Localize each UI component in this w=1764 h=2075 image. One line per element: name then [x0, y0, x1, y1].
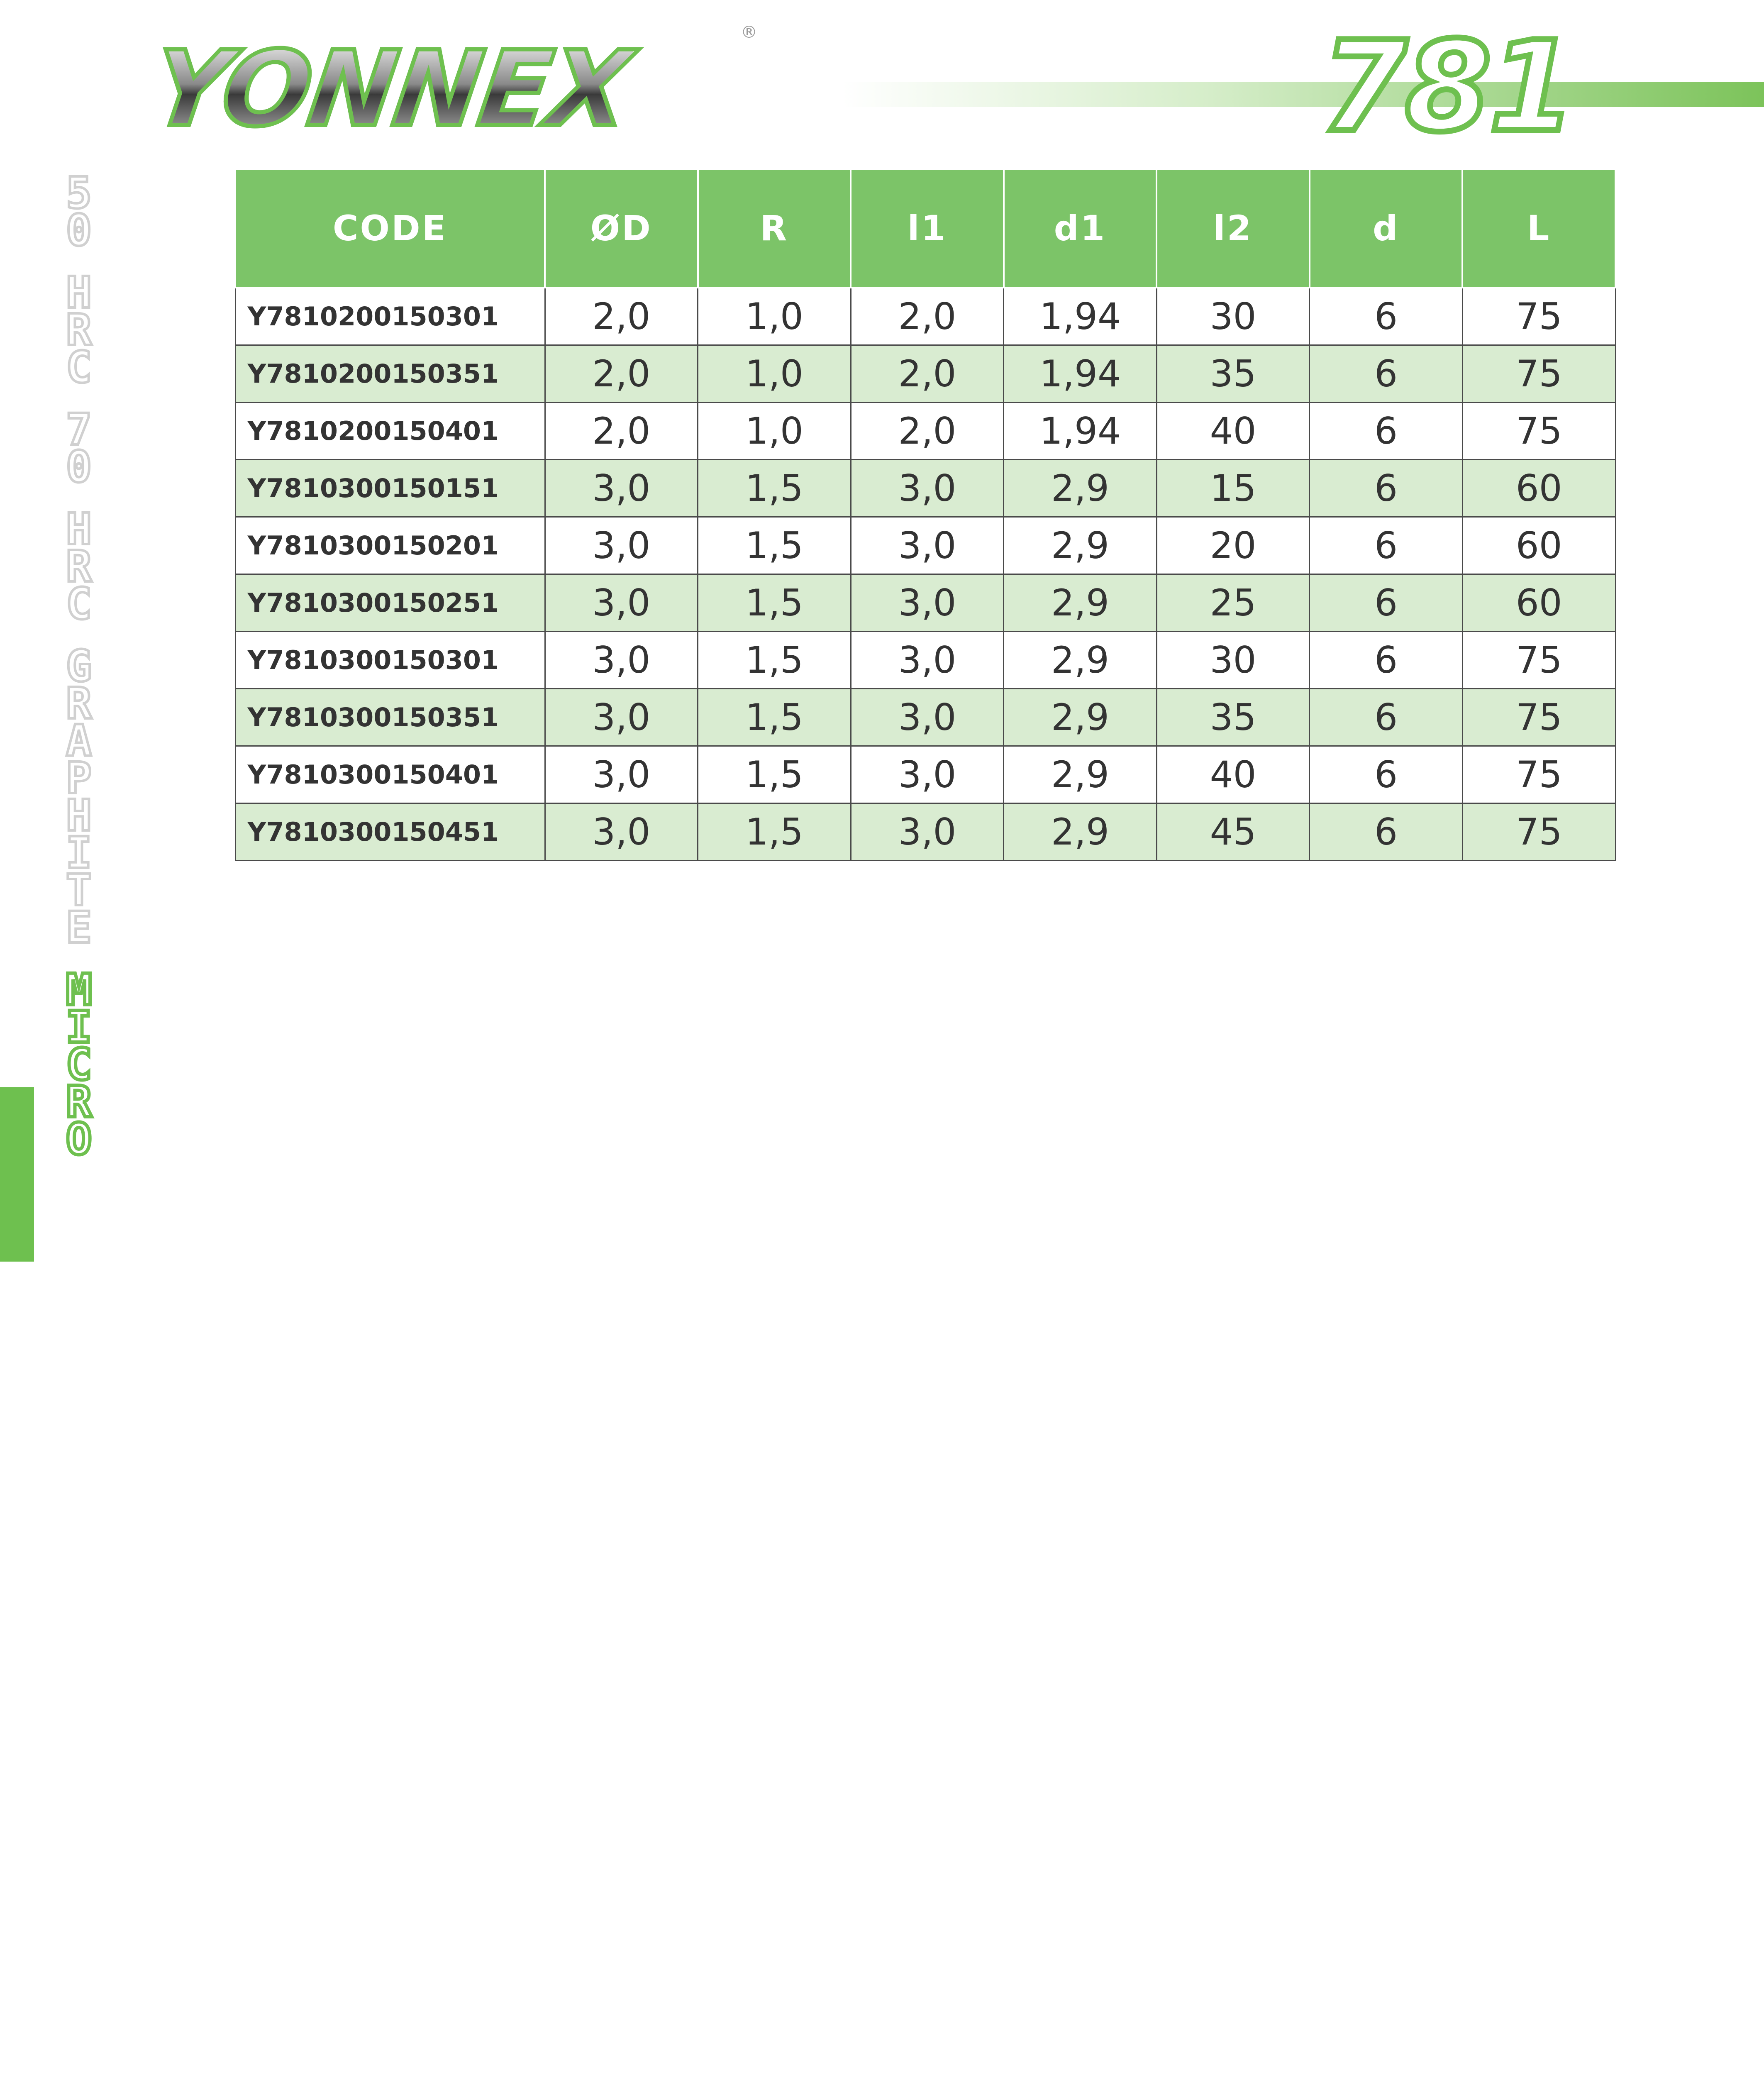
- table-cell: 2,9: [1004, 460, 1157, 517]
- table-cell: 60: [1462, 574, 1615, 632]
- table-cell: 3,0: [545, 803, 698, 861]
- table-cell: 1,5: [698, 517, 851, 574]
- side-tab-letter: I: [66, 1002, 92, 1052]
- table-cell: 6: [1310, 574, 1463, 632]
- table-cell: 3,0: [851, 746, 1004, 803]
- table-cell: 1,5: [698, 689, 851, 746]
- table-cell: 2,0: [851, 345, 1004, 403]
- table-cell: 3,0: [545, 689, 698, 746]
- side-tab-letter: C: [66, 342, 92, 393]
- side-tab-letter: R: [66, 305, 92, 355]
- product-code: Y7810200150301: [235, 288, 545, 345]
- table-cell: 1,5: [698, 746, 851, 803]
- column-header: d: [1310, 169, 1463, 288]
- side-tab-micro[interactable]: [58, 964, 100, 1164]
- side-tab-graphite[interactable]: [58, 641, 100, 953]
- column-header: l1: [851, 169, 1004, 288]
- side-tab-70-hrc[interactable]: [58, 404, 100, 629]
- table-cell: 2,0: [545, 345, 698, 403]
- table-cell: 6: [1310, 345, 1463, 403]
- side-tabs: [58, 168, 100, 1183]
- side-tab-letter: 0: [66, 205, 92, 256]
- side-tab-letter: G: [66, 641, 92, 691]
- product-code: Y7810300150451: [235, 803, 545, 861]
- table-cell: 3,0: [851, 803, 1004, 861]
- side-tab-letter: P: [66, 753, 92, 803]
- table-cell: 75: [1462, 746, 1615, 803]
- side-tab-letter: E: [66, 902, 92, 953]
- table-cell: 1,94: [1004, 403, 1157, 460]
- side-tab-letter: C: [66, 579, 92, 629]
- table-cell: 3,0: [545, 574, 698, 632]
- table-row: [235, 460, 1615, 517]
- table-cell: 75: [1462, 345, 1615, 403]
- table-cell: 3,0: [851, 574, 1004, 632]
- table-cell: 40: [1156, 746, 1310, 803]
- table-cell: 3,0: [545, 460, 698, 517]
- table-row: [235, 517, 1615, 574]
- table-cell: 75: [1462, 288, 1615, 345]
- table-cell: 3,0: [851, 517, 1004, 574]
- table-row: [235, 345, 1615, 403]
- side-tab-letter: R: [66, 1077, 92, 1127]
- table-cell: 30: [1156, 288, 1310, 345]
- table-cell: 2,9: [1004, 574, 1157, 632]
- table-cell: 6: [1310, 746, 1463, 803]
- series-number: 781: [1320, 15, 1573, 159]
- table-row: [235, 746, 1615, 803]
- table-cell: 3,0: [545, 632, 698, 689]
- product-code: Y7810300150201: [235, 517, 545, 574]
- table-cell: 3,0: [545, 746, 698, 803]
- side-tab-letter: A: [66, 715, 92, 766]
- column-header: R: [698, 169, 851, 288]
- table-cell: 2,9: [1004, 632, 1157, 689]
- table-cell: 2,9: [1004, 746, 1157, 803]
- header-gradient-line: [842, 82, 1764, 107]
- table-cell: 2,0: [851, 288, 1004, 345]
- side-tab-letter: 5: [66, 168, 92, 218]
- table-cell: 35: [1156, 345, 1310, 403]
- product-code: Y7810300150151: [235, 460, 545, 517]
- table-cell: 2,0: [545, 288, 698, 345]
- table-cell: 2,0: [545, 403, 698, 460]
- table-cell: 1,0: [698, 345, 851, 403]
- table-row: [235, 803, 1615, 861]
- side-tab-letter: O: [66, 1114, 92, 1164]
- table-cell: 6: [1310, 288, 1463, 345]
- side-tab-letter: R: [66, 541, 92, 592]
- table-cell: 1,0: [698, 288, 851, 345]
- registered-mark: ®: [741, 23, 757, 42]
- table-cell: 20: [1156, 517, 1310, 574]
- table-cell: 40: [1156, 403, 1310, 460]
- table-cell: 1,5: [698, 632, 851, 689]
- table-cell: 6: [1310, 803, 1463, 861]
- table-row: [235, 403, 1615, 460]
- table-cell: 75: [1462, 803, 1615, 861]
- side-tab-letter: H: [66, 504, 92, 554]
- side-tab-letter: C: [66, 1039, 92, 1090]
- table-cell: 6: [1310, 460, 1463, 517]
- table-cell: 75: [1462, 632, 1615, 689]
- table-row: [235, 689, 1615, 746]
- product-code: Y7810300150301: [235, 632, 545, 689]
- table-cell: 1,5: [698, 803, 851, 861]
- table-cell: 60: [1462, 460, 1615, 517]
- side-tab-letter: M: [66, 964, 92, 1015]
- table-cell: 3,0: [545, 517, 698, 574]
- table-cell: 1,5: [698, 574, 851, 632]
- active-tab-marker: [0, 1087, 34, 1262]
- table-row: [235, 288, 1615, 345]
- table-row: [235, 574, 1615, 632]
- column-header: l2: [1156, 169, 1310, 288]
- side-tab-letter: 0: [66, 442, 92, 492]
- column-header: CODE: [235, 169, 545, 288]
- side-tab-50-hrc[interactable]: [58, 168, 100, 393]
- table-cell: 60: [1462, 517, 1615, 574]
- table-cell: 3,0: [851, 632, 1004, 689]
- product-code: Y7810300150251: [235, 574, 545, 632]
- column-header: L: [1462, 169, 1615, 288]
- side-tab-letter: R: [66, 678, 92, 729]
- table-cell: 1,94: [1004, 345, 1157, 403]
- table-cell: 45: [1156, 803, 1310, 861]
- table-cell: 6: [1310, 403, 1463, 460]
- table-cell: 2,9: [1004, 803, 1157, 861]
- table-cell: 3,0: [851, 460, 1004, 517]
- table-cell: 1,94: [1004, 288, 1157, 345]
- table-cell: 75: [1462, 403, 1615, 460]
- table-row: [235, 632, 1615, 689]
- table-cell: 1,5: [698, 460, 851, 517]
- table-cell: 2,9: [1004, 517, 1157, 574]
- table-cell: 75: [1462, 689, 1615, 746]
- product-table-header: [235, 169, 1615, 288]
- side-tab-letter: T: [66, 865, 92, 915]
- column-header: d1: [1004, 169, 1157, 288]
- brand-logo: YONNEX: [145, 29, 637, 149]
- table-cell: 2,9: [1004, 689, 1157, 746]
- product-code: Y7810300150401: [235, 746, 545, 803]
- product-code: Y7810300150351: [235, 689, 545, 746]
- side-tab-letter: H: [66, 267, 92, 318]
- table-cell: 2,0: [851, 403, 1004, 460]
- table-cell: 25: [1156, 574, 1310, 632]
- product-table: [234, 168, 1616, 861]
- table-cell: 35: [1156, 689, 1310, 746]
- table-cell: 3,0: [851, 689, 1004, 746]
- table-cell: 30: [1156, 632, 1310, 689]
- table-cell: 6: [1310, 689, 1463, 746]
- table-cell: 15: [1156, 460, 1310, 517]
- product-code: Y7810200150401: [235, 403, 545, 460]
- product-code: Y7810200150351: [235, 345, 545, 403]
- table-cell: 1,0: [698, 403, 851, 460]
- table-cell: 6: [1310, 517, 1463, 574]
- side-tab-letter: I: [66, 828, 92, 878]
- side-tab-letter: 7: [66, 404, 92, 455]
- column-header: ØD: [545, 169, 698, 288]
- table-cell: 6: [1310, 632, 1463, 689]
- side-tab-letter: H: [66, 790, 92, 841]
